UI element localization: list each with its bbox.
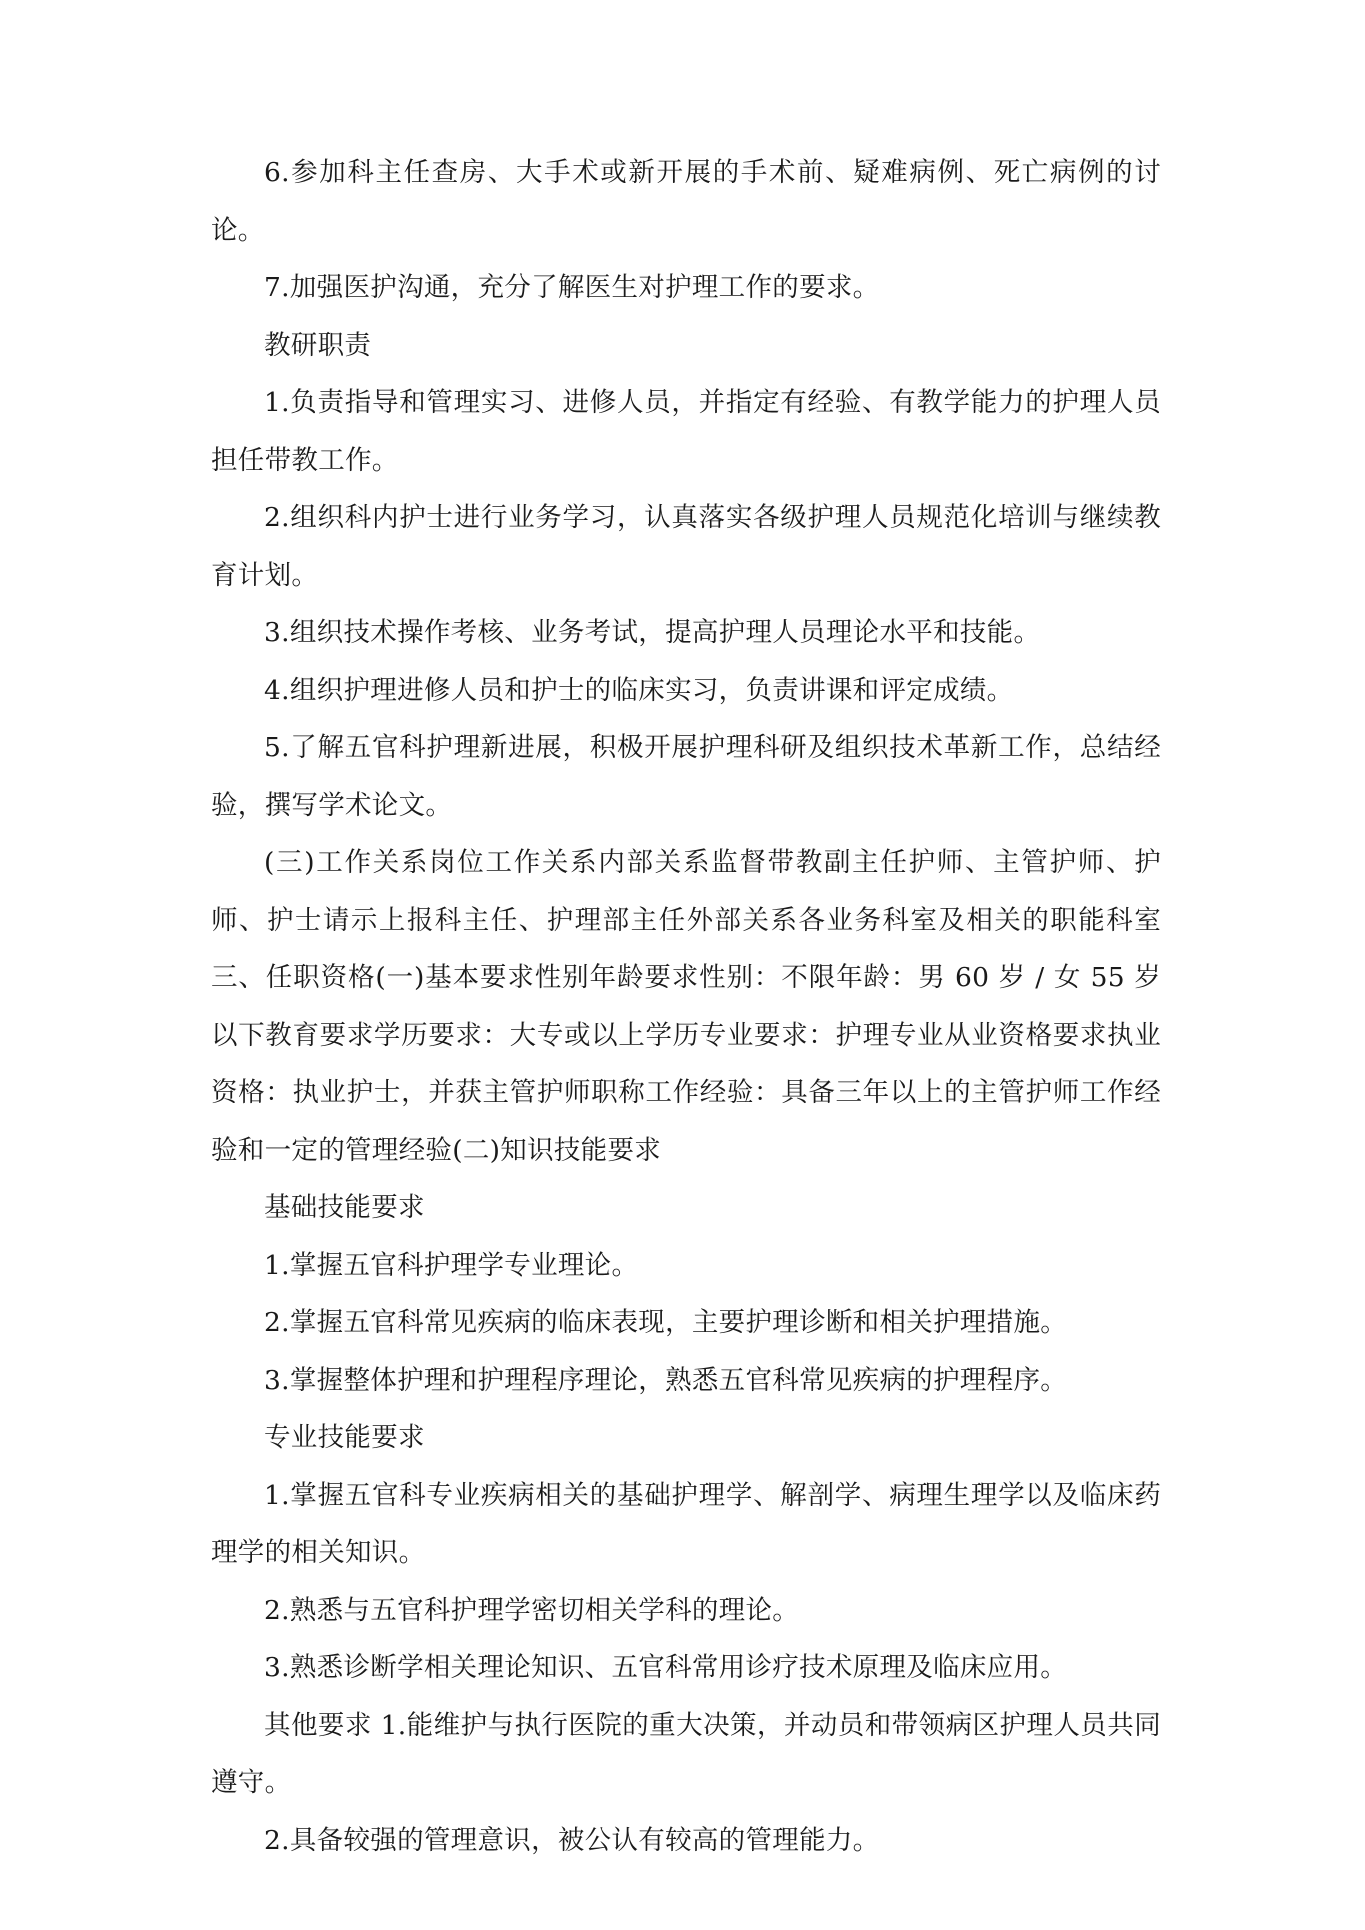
paragraph: 6.参加科主任查房、大手术或新开展的手术前、疑难病例、死亡病例的讨论。 xyxy=(211,157,1161,246)
paragraph: 1.掌握五官科专业疾病相关的基础护理学、解剖学、病理生理学以及临床药理学的相关知识。 xyxy=(211,1479,1161,1568)
paragraph: 3.掌握整体护理和护理程序理论，熟悉五官科常见疾病的护理程序。 xyxy=(264,1364,1068,1396)
paragraph: 2.组织科内护士进行业务学习，认真落实各级护理人员规范化培训与继续教育计划。 xyxy=(211,502,1161,591)
paragraph: 3.组织技术操作考核、业务考试，提高护理人员理论水平和技能。 xyxy=(264,617,1041,648)
paragraph: 1.负责指导和管理实习、进修人员，并指定有经验、有教学能力的护理人员担任带教工作。 xyxy=(211,387,1161,476)
paragraph: 2.掌握五官科常见疾病的临床表现，主要护理诊断和相关护理措施。 xyxy=(264,1307,1068,1338)
paragraph: 1.掌握五官科护理学专业理论。 xyxy=(264,1249,639,1281)
paragraph: 3.熟悉诊断学相关理论知识、五官科常用诊疗技术原理及临床应用。 xyxy=(264,1652,1068,1683)
section-heading: 专业技能要求 xyxy=(264,1422,425,1453)
paragraph: 5.了解五官科护理新进展，积极开展护理科研及组织技术革新工作，总结经验，撰写学术论文。 xyxy=(211,732,1161,821)
document-body xyxy=(211,144,1161,1869)
paragraph: 7.加强医护沟通，充分了解医生对护理工作的要求。 xyxy=(264,272,880,303)
paragraph: 4.组织护理进修人员和护士的临床实习，负责讲课和评定成绩。 xyxy=(264,674,1014,706)
paragraph: (三)工作关系岗位工作关系内部关系监督带教副主任护师、主管护师、护师、护士请示上报科主任、护理部主任外部关系各业务科室及相关的职能科室三、任职资格(一)基本要求性别年龄要求性别：不限年龄：男 60 岁 / 女 55 岁以下教育要求学历要求：大专或以上学历专业要求：护理专业从业资格要求执业资格：执业护士，并获主管护师职称工作经验：具备三年以上的主管护师工作经验和一定的管理经验(二)知识技能要求 xyxy=(211,847,1161,1166)
paragraph: 其他要求 1.能维护与执行医院的重大决策，并动员和带领病区护理人员共同遵守。 xyxy=(211,1709,1161,1798)
paragraph: 2.具备较强的管理意识，被公认有较高的管理能力。 xyxy=(264,1824,880,1856)
section-heading: 基础技能要求 xyxy=(264,1192,425,1223)
paragraph: 2.熟悉与五官科护理学密切相关学科的理论。 xyxy=(264,1594,800,1626)
section-heading: 教研职责 xyxy=(264,329,372,361)
